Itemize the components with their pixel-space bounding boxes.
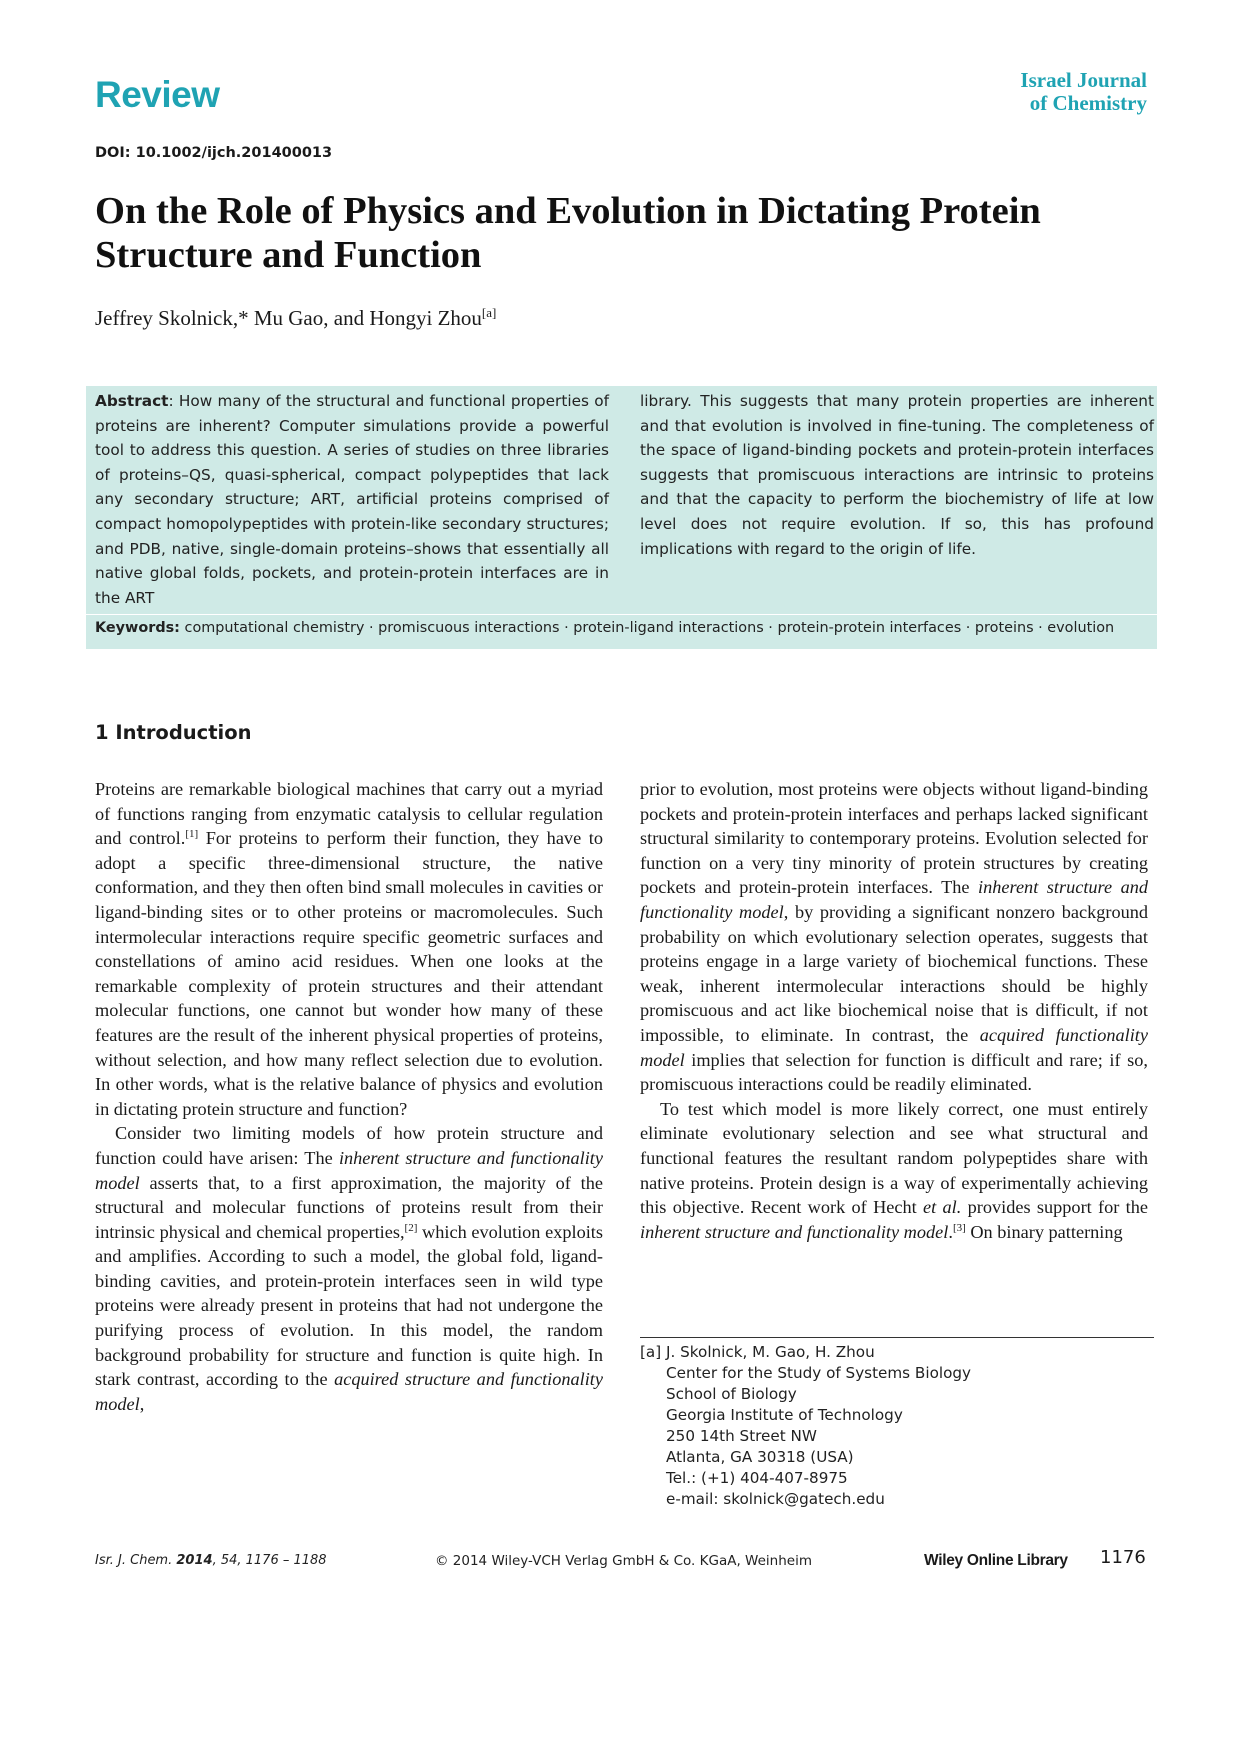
emphasis: inherent structure and functionality model <box>640 1221 949 1242</box>
affiliation-line: Center for the Study of Systems Biology <box>666 1364 971 1382</box>
affiliation-block <box>640 1342 1160 1510</box>
author-affiliation-mark: [a] <box>481 305 497 320</box>
abstract-right-column <box>640 389 1154 561</box>
journal-name-line2: of Chemistry <box>1029 91 1147 115</box>
footer-copyright: © 2014 Wiley-VCH Verlag GmbH & Co. KGaA, Weinheim <box>435 1553 812 1569</box>
text-run: Proteins are remarkable biological machines that carry out a myriad of functions ranging from enzymatic catalysis to cellular regulation and control. <box>95 779 603 849</box>
keywords-label: Keywords: <box>95 620 180 636</box>
affiliation-line: Tel.: (+1) 404-407-8975 <box>666 1469 848 1487</box>
author-list <box>95 305 496 331</box>
text-run: which evolution exploits and amplifies. According to such a model, the global fold, ligand-binding cavities, and protein-protein interfaces seen in wild type proteins were already present in proteins that had not undergone the purifying process of evolution. In this model, the random background probability for structure and function is quite high. In stark contrast, according to the <box>95 1221 603 1390</box>
text-run: , by providing a significant nonzero background probability on which evolutionary selection operates, suggests that proteins engage in a large variety of biochemical functions. These weak, inherent intermolecular interactions should be highly promiscuous and act like biochemical noise that is difficult, if not impossible, to eliminate. In contrast, the <box>640 901 1149 1045</box>
text-run: . <box>948 1221 953 1242</box>
citation-ref: [3] <box>952 1221 966 1234</box>
affiliation-tag: [a] <box>640 1343 662 1361</box>
emphasis: et al. <box>923 1197 962 1218</box>
body-left-column <box>95 777 603 1416</box>
text-run: prior to evolution, most proteins were objects without ligand-binding pockets and protein-protein interfaces and perhaps lacked significant structural similarity to contemporary proteins. Evolution selected for function on a very tiny minority of protein structures by creating pockets and protein-protein interfaces. The <box>640 779 1148 898</box>
affiliation-line: Georgia Institute of Technology <box>666 1406 903 1424</box>
page-number: 1176 <box>1100 1547 1146 1568</box>
section-label: Review <box>95 74 220 115</box>
affiliation-line: Atlanta, GA 30318 (USA) <box>666 1448 854 1466</box>
journal-name-line1: Israel Journal <box>1020 68 1147 92</box>
text-run: For proteins to perform their function, they have to adopt a specific three-dimensional structure, the native conformation, and they then often bind small molecules in cavities or ligand-binding sites or to other proteins or macromolecules. Such intermolecular interactions require specific geometric surfaces and constellations of amino acid residues. When one looks at the remarkable complexity of protein structures and their attendant molecular functions, one cannot but wonder how many of these features are the result of the inherent physical properties of proteins, without selection, and how many reflect selection due to evolution. In other words, what is the relative balance of physics and evolution in dictating protein structure and function? <box>95 828 603 1119</box>
affiliation-line: School of Biology <box>666 1385 797 1403</box>
abstract-text-right: library. This suggests that many protein properties are inherent and that evolution is involved in fine-tuning. The completeness of the space of ligand-binding pockets and protein-protein interfaces suggests that promiscuous interactions are intrinsic to proteins and that the capacity to perform the biochemistry of life at low level does not require evolution. If so, this has profound implications with regard to the origin of life. <box>640 392 1154 558</box>
abstract-left-column <box>95 389 609 610</box>
text-run: On binary patterning <box>965 1221 1123 1242</box>
citation-ref: [1] <box>185 828 199 841</box>
footer-library-link[interactable]: Wiley Online Library <box>924 1552 1068 1569</box>
author-names: Jeffrey Skolnick,* Mu Gao, and Hongyi Zhou <box>95 306 482 330</box>
abstract-label: Abstract <box>95 392 169 410</box>
keywords-text: computational chemistry · promiscuous interactions · protein-ligand interactions · protein-protein interfaces · proteins · evolution <box>184 620 1115 636</box>
paragraph <box>95 1121 603 1416</box>
emphasis: acquired functionality model <box>640 1024 1148 1070</box>
affiliation-divider <box>640 1337 1154 1338</box>
keywords <box>95 620 1155 636</box>
abstract-text-left: : How many of the structural and functional properties of proteins are inherent? Computer simulations provide a powerful tool to address this question. A series of studies on three libraries of proteins–QS, quasi-spherical, compact polypeptides that lack any secondary structure; ART, artificial proteins comprised of compact homopolypeptides with protein-like secondary structures; and PDB, native, single-domain proteins–shows that essentially all native global folds, pockets, and protein-protein interfaces are in the ART <box>95 392 609 607</box>
text-run: , <box>139 1393 145 1414</box>
text-run: Consider two limiting models of how protein structure and function could have arisen: The <box>95 1123 603 1168</box>
text-run: To test which model is more likely correct, one must entirely eliminate evolutionary selection and see what structural and functional features the resultant random polypeptides share with native proteins. Protein design is a way of experimentally achieving this objective. Recent work of Hecht <box>640 1098 1148 1218</box>
text-run: asserts that, to a first approximation, the majority of the structural and molecular functions of proteins result from their intrinsic physical and chemical properties, <box>95 1172 603 1242</box>
footer-volume-pages: , 54, 1176 – 1188 <box>212 1553 327 1568</box>
footer-citation <box>95 1553 327 1568</box>
affiliation-email[interactable]: e-mail: skolnick@gatech.edu <box>666 1490 885 1508</box>
text-run: provides support for the <box>961 1197 1148 1218</box>
footer-year: 2014 <box>176 1553 213 1568</box>
body-right-column <box>640 777 1148 1244</box>
emphasis: inherent structure and functionality model <box>95 1147 603 1193</box>
affiliation-names: J. Skolnick, M. Gao, H. Zhou <box>666 1343 875 1361</box>
emphasis: acquired structure and functionality model <box>95 1369 603 1414</box>
emphasis: inherent structure and functionality model <box>640 877 1148 922</box>
footer-journal: Isr. J. Chem. <box>95 1553 177 1568</box>
paragraph <box>95 777 603 1121</box>
affiliation-line: 250 14th Street NW <box>666 1427 817 1445</box>
paragraph <box>640 1097 1148 1245</box>
text-run: implies that selection for function is difficult and rare; if so, promiscuous interactions could be readily eliminated. <box>640 1049 1148 1095</box>
article-title: On the Role of Physics and Evolution in Dictating Protein Structure and Function <box>95 190 1041 276</box>
section-heading: 1 Introduction <box>95 721 252 744</box>
journal-name <box>1020 69 1147 115</box>
doi: DOI: 10.1002/ijch.201400013 <box>95 145 333 161</box>
citation-ref: [2] <box>404 1221 418 1234</box>
paragraph <box>640 777 1148 1097</box>
